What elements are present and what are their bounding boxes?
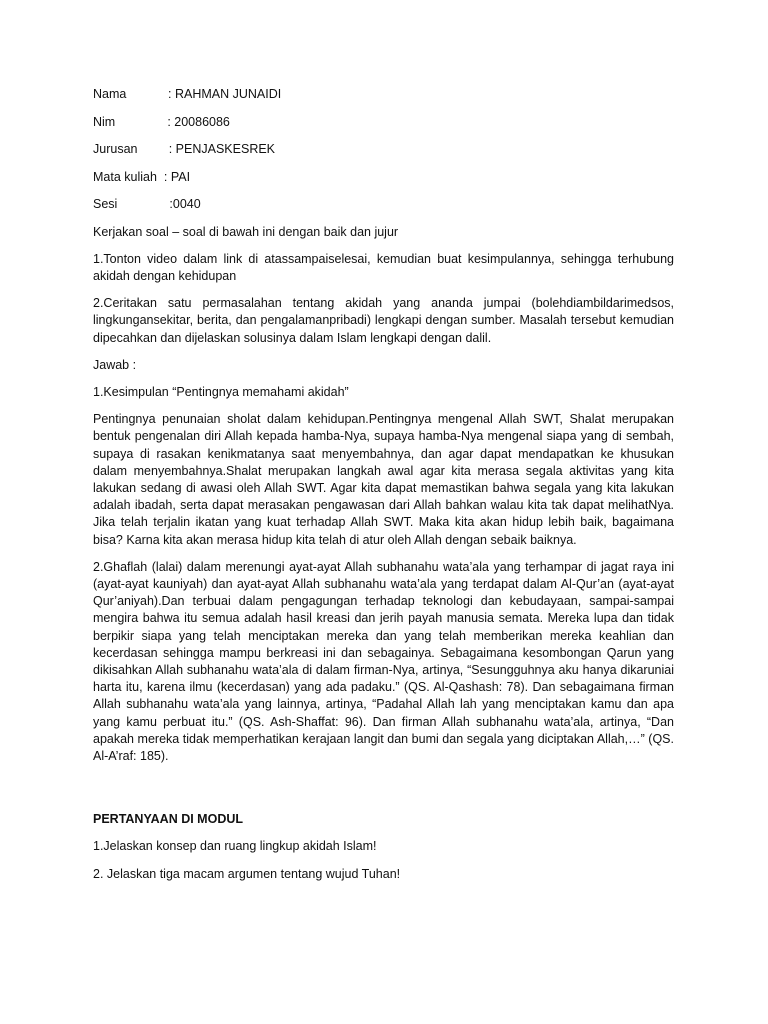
field-nim: [93, 114, 674, 131]
answer-2-body: 2.Ghaflah (lalai) dalam merenungi ayat-ayat Allah subhanahu wata’ala yang terhampar di jagat raya ini (ayat-ayat kauniyah) dan ayat-ayat Allah subhanahu wata’ala yang terdapat dalam Al-Qur’an (ayat-ayat Qur’aniyah).Dan terbuai dalam pengagungan terhadap teknologi dan kebudayaan, sampai-sampai mengira bahwa itu semua adalah hasil kreasi dan jerih payah manusia semata. Mereka lupa dan tidak berpikir siapa yang telah menciptakan mereka dan yang telah memberikan mereka keahlian dan kecerdasan sehingga mampu berkreasi ini dan sebagainya. Sebagaimana kesombongan Qarun yang dikisahkan Allah subhanahu wata’ala di dalam firman-Nya, artinya, “Sesungguhnya aku hanya dikaruniai harta itu, karena ilmu (kecerdasan) yang ada padaku.” (QS. Al-Qashash: 78). Dan sebagaimana firman Allah subhanahu wata’ala yang lainnya, artinya, “Padahal Allah lah yang menciptakan kamu dan apa yang kamu perbuat itu.” (QS. Ash-Shaffat: 96). Dan firman Allah subhanahu wata’ala, artinya, “Dan apakah mereka tidak memperhatikan kerajaan langit dan bumi dan segala yang diciptakan Allah,…” (QS. Al-A’raf: 185).: [93, 559, 674, 763]
sesi-value: :0040: [169, 197, 201, 211]
jurusan-value: : PENJASKESREK: [168, 142, 276, 156]
nama-value: : RAHMAN JUNAIDI: [168, 87, 282, 101]
field-sesi: [93, 196, 674, 213]
nama-label: Nama: [93, 87, 169, 101]
question-2: 2.Ceritakan satu permasalahan tentang akidah yang ananda jumpai (bolehdiambildarimedsos, lingkungansekitar, berita, dan pengalamanpribadi) lengkapi dengan sumber. Masalah tersebut kemudian dipecahkan dan dijelaskan solusinya dalam Islam lengkapi dengan dalil.: [93, 296, 674, 345]
field-jurusan: [93, 141, 674, 158]
answer-1-title: 1.Kesimpulan “Pentingnya memahami akidah”: [93, 384, 349, 399]
nim-label: Nim: [93, 114, 168, 129]
nim-value: : 20086086: [167, 114, 230, 129]
modul-title: PERTANYAAN DI MODUL: [93, 812, 244, 827]
answer-1-body: Pentingnya penunaian sholat dalam kehidupan.Pentingnya mengenal Allah SWT, Shalat merupakan bentuk pengenalan diri Allah kepada hamba-Nya, supaya hamba-Nya mengenal siapa yang di sembah, supaya di rasakan kenikmatanya saat menyembahnya, dan agar dapat mendapatkan ke khusukan dalam menyembahnya.Shalat merupakan langkah awal agar kita merasa segala aktivitas yang kita lakukan sedang di awasi oleh Allah SWT. Agar kita dapat memastikan bahwa segala yang kita lakukan adalah ibadah, serta dapat merasakan pengawasan dari Allah bahkan walau kita tak dapat melihatNya. Jika telah terjalin ikatan yang kuat terhadap Allah SWT. Maka kita akan hidup lebih baik, bagaimana bisa? Karna kita akan merasa hidup kita telah di atur oleh Allah dengan sebaik baiknya.: [93, 412, 674, 547]
instruction-text: Kerjakan soal – soal di bawah ini dengan baik dan jujur: [93, 224, 399, 239]
modul-question-1: 1.Jelaskan konsep dan ruang lingkup akidah Islam!: [93, 839, 377, 854]
matakuliah-value: : PAI: [163, 169, 191, 184]
jurusan-label: Jurusan: [93, 142, 169, 156]
question-1: 1.Tonton video dalam link di atassampaiselesai, kemudian buat kesimpulannya, sehingga terhubung akidah dengan kehidupan: [93, 251, 674, 283]
field-matakuliah: [93, 169, 674, 186]
sesi-label: Sesi: [93, 197, 170, 211]
modul-question-2: 2. Jelaskan tiga macam argumen tentang wujud Tuhan!: [93, 866, 401, 881]
field-nama: [93, 86, 674, 103]
jawab-label: Jawab :: [93, 357, 137, 372]
matakuliah-label: Mata kuliah: [93, 169, 164, 184]
